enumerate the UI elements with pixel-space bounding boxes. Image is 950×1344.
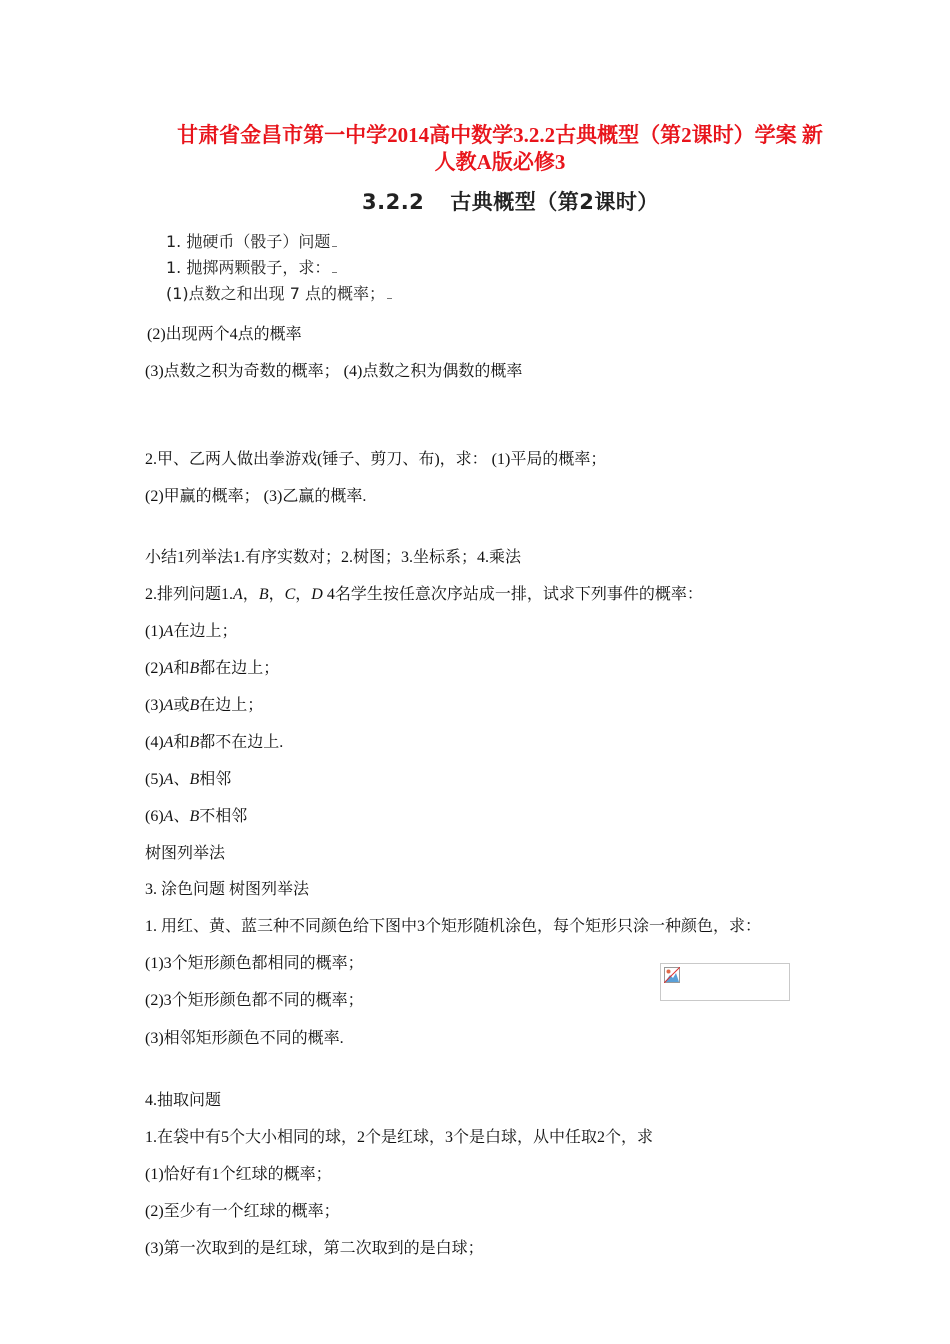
text-run: A [163,734,174,751]
text-run: B [189,734,200,751]
text-line: (3)第一次取到的是红球，第二次取到的是白球； [145,1240,484,1257]
text-run: (1) [145,623,164,640]
title-line-1: 甘肃省金昌市第一中学2014高中数学3.2.2古典概型（第2课时）学案 新 [177,123,823,147]
text-run: 、 [173,808,190,825]
text-line: 1. 用红、黄、蓝三种不同颜色给下图中3个矩形随机涂色，每个矩形只涂一种颜色，求： [145,918,762,935]
text-run: 和 [173,734,190,751]
text-line [145,659,279,679]
text-line: 3. 涂色问题 树图列举法 [145,881,310,898]
text-run: A [163,697,174,714]
text-line: (2)甲赢的概率； (3)乙赢的概率. [145,488,367,505]
text-run: A [163,660,174,677]
text-line: 4.抽取问题 [145,1092,222,1109]
text-line: (1)3个矩形颜色都相同的概率； [145,955,364,972]
text-run: ， [268,586,285,603]
scan-line-3 [166,281,392,304]
text-run: D [311,586,323,603]
text-run: B [189,660,200,677]
text-run: B [189,808,200,825]
broken-image-icon [664,967,680,983]
document-title [130,122,870,176]
text-run: A [233,586,243,603]
text-run: (4) [145,734,164,751]
text-line [145,696,263,716]
text-run: B [189,771,200,788]
text-line: 1.在袋中有5个大小相同的球，2个是红球，3个是白球，从中任取2个，求 [145,1129,654,1146]
text-run: 2.排列问题1. [145,586,234,603]
missing-figure-placeholder [660,963,790,1001]
text-run: A [163,771,174,788]
text-run: (3) [145,697,164,714]
text-run: 都在边上； [199,660,280,677]
text-run: 在边上； [199,697,264,714]
text-line: (2)3个矩形颜色都不同的概率； [145,992,364,1009]
text-line [145,770,231,790]
text-run: C [284,586,296,603]
text-line [145,585,703,605]
scan-line-1-text: 1. 抛硬币（骰子）问题 [166,232,331,251]
text-run: 和 [173,660,190,677]
section-heading [362,186,659,216]
section-heading-text: 古典概型（第2课时） [450,190,659,214]
text-line: 树图列举法 [145,845,226,862]
text-line: (1)恰好有1个红球的概率； [145,1166,332,1183]
text-run: A [163,808,174,825]
text-run: 不相邻 [199,808,248,825]
text-run: 、 [173,771,190,788]
text-run: (5) [145,771,164,788]
scan-line-3-text: (1)点数之和出现 7 点的概率； [166,284,386,303]
text-line: 小结1列举法1.有序实数对；2.树图；3.坐标系；4.乘法 [145,549,522,566]
text-run: B [189,697,200,714]
scan-line-2 [166,255,337,278]
text-run: A [163,623,174,640]
text-run: ， [242,586,259,603]
text-run: 都不在边上. [199,734,284,751]
text-run: 相邻 [199,771,232,788]
text-run: 或 [173,697,190,714]
text-line: (3)点数之积为奇数的概率； (4)点数之积为偶数的概率 [145,363,523,380]
title-line-2: 人教A版必修3 [434,150,566,174]
text-line [145,622,237,642]
text-line [145,733,283,753]
text-line: (2)出现两个4点的概率 [147,326,302,343]
section-number: 3.2.2 [362,190,425,214]
text-line: (3)相邻矩形颜色不同的概率. [145,1030,344,1047]
text-run: 4名学生按任意次序站成一排，试求下列事件的概率： [322,586,703,603]
text-run: 在边上； [173,623,238,640]
text-run: B [258,586,269,603]
text-line: 2.甲、乙两人做出拳游戏(锤子、剪刀、布)，求： (1)平局的概率； [145,451,607,468]
text-run: (6) [145,808,164,825]
text-line: (2)至少有一个红球的概率； [145,1203,340,1220]
text-line [145,807,247,827]
scan-line-2-text: 1. 抛掷两颗骰子，求： [166,258,331,277]
text-run: (2) [145,660,164,677]
text-run: ， [295,586,312,603]
scan-line-1 [166,229,337,252]
